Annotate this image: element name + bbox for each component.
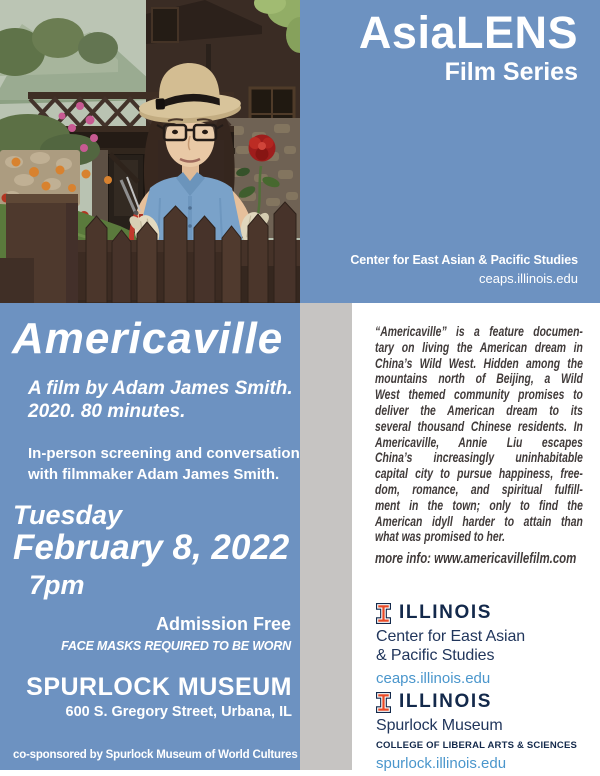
screening-note-line: In-person screening and conversation	[28, 445, 300, 462]
venue-name: SPURLOCK MUSEUM	[26, 673, 292, 701]
divider-strip	[300, 303, 352, 770]
description-line: China’s increasingly uninhabitable	[375, 450, 583, 466]
block-i-icon	[376, 603, 391, 624]
description-line: mountains north of Beijing, a Wild	[375, 371, 583, 387]
ceaps-url: ceaps.illinois.edu	[376, 669, 491, 687]
byline-line: A film by Adam James Smith.	[28, 378, 293, 399]
description-line: American idyll harder to attain than	[375, 513, 583, 529]
illinois-logo-ceaps	[376, 602, 525, 687]
series-title: AsiaLENS	[358, 7, 578, 58]
photo-illustration	[0, 0, 300, 303]
description-line: Americaville, Annie Liu escapes	[375, 434, 583, 450]
logo-row	[376, 602, 525, 624]
description-line: dom, romance, and spiritual fulfill-	[375, 481, 583, 497]
description-line: what was promised to her.	[375, 529, 505, 545]
more-info: more info: www.americavillefilm.com	[375, 551, 577, 567]
admission-label: Admission Free	[155, 614, 291, 634]
film-description	[375, 324, 583, 545]
description-line: deliver the American dream to its	[375, 402, 583, 418]
unit-name-spurlock: Spurlock Museum	[376, 717, 503, 734]
college-name: COLLEGE OF LIBERAL ARTS & SCIENCES	[376, 739, 578, 751]
series-subtitle: Film Series	[444, 57, 578, 86]
about-panel	[352, 303, 600, 776]
description-line: “Americaville” is a feature documen-	[375, 324, 583, 339]
unit-name-line: & Pacific Studies	[376, 646, 495, 664]
film-byline	[28, 377, 293, 423]
series-block	[358, 7, 578, 87]
org-block	[350, 253, 578, 286]
org-name: Center for East Asian & Pacific Studies	[350, 253, 578, 267]
venue-address: 600 S. Gregory Street, Urbana, IL	[65, 704, 292, 720]
unit-name-ceaps	[376, 628, 525, 666]
event-details-panel	[0, 303, 300, 770]
description-line: several thousand Chinese residents. In	[375, 418, 583, 434]
event-date: February 8, 2022	[13, 528, 290, 567]
block-i-icon	[376, 692, 391, 713]
description-line: tary on living the American dream in	[375, 339, 583, 355]
illinois-logo-spurlock	[376, 691, 577, 772]
description-line: China’s Wild West. Hidden among the	[375, 355, 583, 371]
mask-note: FACE MASKS REQUIRED TO BE WORN	[61, 639, 291, 653]
illinois-wordmark: ILLINOIS	[399, 691, 493, 712]
unit-name-line: Center for East Asian	[376, 628, 526, 645]
illinois-wordmark: ILLINOIS	[399, 602, 493, 623]
description-line: West themed community promises to	[375, 387, 583, 403]
org-url: ceaps.illinois.edu	[478, 271, 578, 286]
spurlock-url: spurlock.illinois.edu	[376, 754, 507, 772]
film-title: Americaville	[12, 314, 284, 363]
logo-row	[376, 691, 577, 713]
event-photo	[0, 0, 300, 303]
event-time: 7pm	[29, 570, 85, 600]
event-day: Tuesday	[13, 500, 123, 530]
byline-line: 2020. 80 minutes.	[28, 401, 186, 423]
cosponsor-note: co-sponsored by Spurlock Museum of World Cultures	[13, 749, 298, 761]
description-line: capital city to pursue happiness, free-	[375, 466, 583, 482]
description-line: ment in the town; only to find the	[375, 497, 583, 513]
screening-note-line: with filmmaker Adam James Smith.	[28, 466, 280, 484]
header-band	[300, 0, 600, 303]
screening-note	[28, 443, 300, 486]
